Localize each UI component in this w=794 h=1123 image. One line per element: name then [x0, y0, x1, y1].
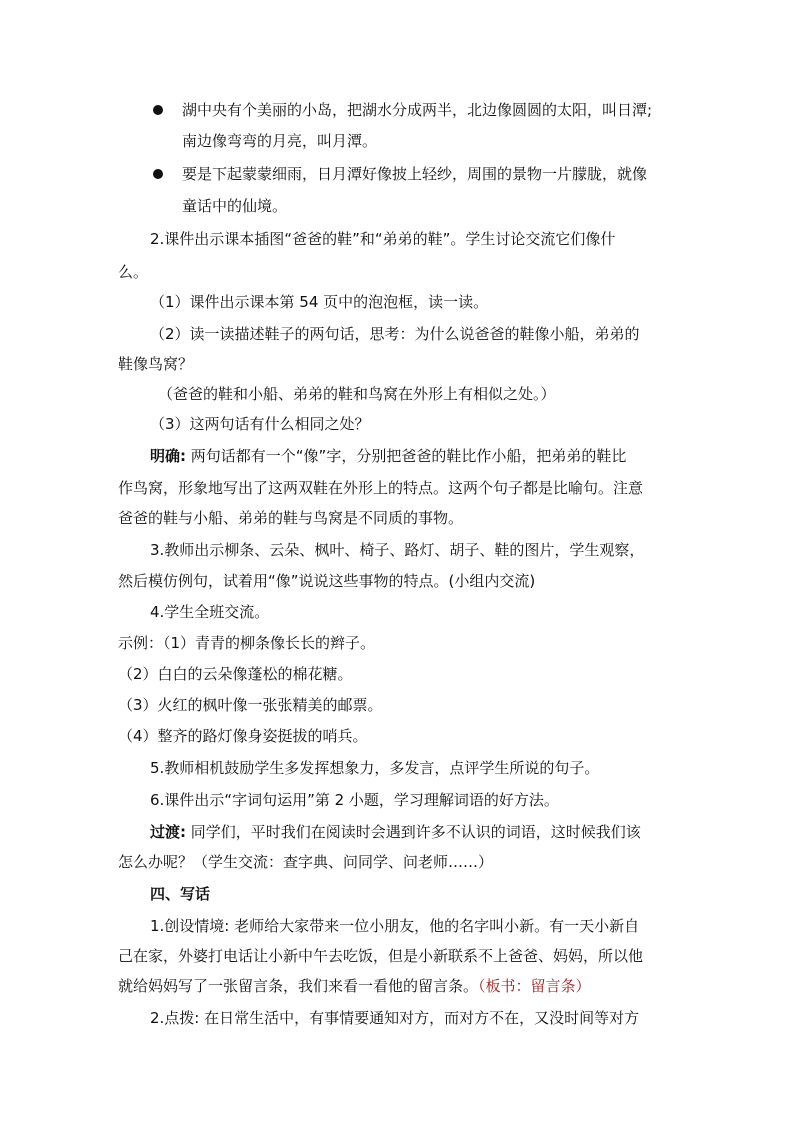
writing-1-line-3 — [118, 976, 591, 996]
item-2-sub-3: （3）这两句话有什么相同之处？ — [150, 415, 370, 433]
section-heading: 四、写话 — [150, 885, 211, 903]
item-2-sub-2-line-1: （2）读一读描述鞋子的两句话，思考：为什么说爸爸的鞋像小船，弟弟的 — [150, 325, 640, 343]
mingque-label: 明确: — [150, 447, 186, 465]
mingque-text: 两句话都有一个“像”字，分别把爸爸的鞋比作小船，把弟弟的鞋比 — [190, 447, 627, 465]
item-2-sub-2-line-2: 鞋像鸟窝？ — [118, 355, 194, 373]
example-4: （4）整齐的路灯像身姿挺拔的哨兵。 — [118, 727, 368, 745]
item-2-sub-1: （1）课件出示课本第 54 页中的泡泡框，读一读。 — [150, 293, 489, 311]
item-2-line-1: 2.课件出示课本插图“爸爸的鞋”和“弟弟的鞋”。学生讨论交流它们像什 — [150, 230, 616, 248]
mingque-line-2: 作鸟窝，形象地写出了这两双鞋在外形上的特点。这两个句子都是比喻句。注意 — [118, 479, 644, 497]
guodu-text: 同学们，平时我们在阅读时会遇到许多不认识的词语，这时候我们该 — [190, 823, 641, 841]
item-6: 6.课件出示“字词句运用”第 2 小题，学习理解词语的好方法。 — [150, 791, 559, 809]
example-1: 示例：（1）青青的柳条像长长的辫子。 — [118, 634, 376, 652]
bullet-dot — [153, 169, 163, 179]
bullet-dot — [153, 105, 163, 115]
guodu-line-1 — [150, 822, 641, 842]
mingque-line-1 — [150, 446, 626, 466]
writing-2-line-1: 2.点拨: 在日常生活中，有事情要通知对方，而对方不在，又没时间等对方 — [150, 1009, 640, 1027]
item-2-note: （爸爸的鞋和小船、弟弟的鞋和鸟窝在外形上有相似之处。） — [158, 385, 556, 403]
item-4: 4.学生全班交流。 — [150, 603, 270, 621]
writing-1-line-1: 1.创设情境: 老师给大家带来一位小朋友，他的名字叫小新。有一天小新自 — [150, 917, 640, 935]
board-note: （板书：留言条） — [478, 977, 591, 995]
bullet-1-line-2: 南边像弯弯的月亮，叫月潭。 — [182, 132, 378, 150]
example-3: （3）火红的枫叶像一张张精美的邮票。 — [118, 696, 383, 714]
example-2: （2）白白的云朵像蓬松的棉花糖。 — [118, 665, 353, 683]
item-5: 5.教师相机鼓励学生多发挥想象力，多发言，点评学生所说的句子。 — [150, 759, 600, 777]
guodu-line-2: 怎么办呢？（学生交流：查字典、问同学、问老师……） — [118, 853, 494, 871]
writing-1-text: 就给妈妈写了一张留言条，我们来看一看他的留言条。 — [118, 977, 479, 995]
mingque-line-3: 爸爸的鞋与小船、弟弟的鞋与鸟窝是不同质的事物。 — [118, 509, 464, 527]
bullet-2-line-2: 童话中的仙境。 — [182, 197, 288, 215]
bullet-1-line-1: 湖中央有个美丽的小岛，把湖水分成两半，北边像圆圆的太阳，叫日潭; — [182, 101, 653, 119]
item-3-line-1: 3.教师出示柳条、云朵、枫叶、椅子、路灯、胡子、鞋的图片，学生观察， — [150, 541, 645, 559]
writing-1-line-2: 己在家，外婆打电话让小新中午去吃饭，但是小新联系不上爸爸、妈妈，所以他 — [118, 947, 644, 965]
guodu-label: 过渡: — [150, 823, 186, 841]
bullet-2-line-1: 要是下起蒙蒙细雨，日月潭好像披上轻纱，周围的景物一片朦胧，就像 — [182, 165, 648, 183]
item-2-line-2: 么。 — [118, 263, 149, 281]
item-3-line-2: 然后模仿例句，试着用“像”说说这些事物的特点。(小组内交流) — [118, 572, 536, 590]
